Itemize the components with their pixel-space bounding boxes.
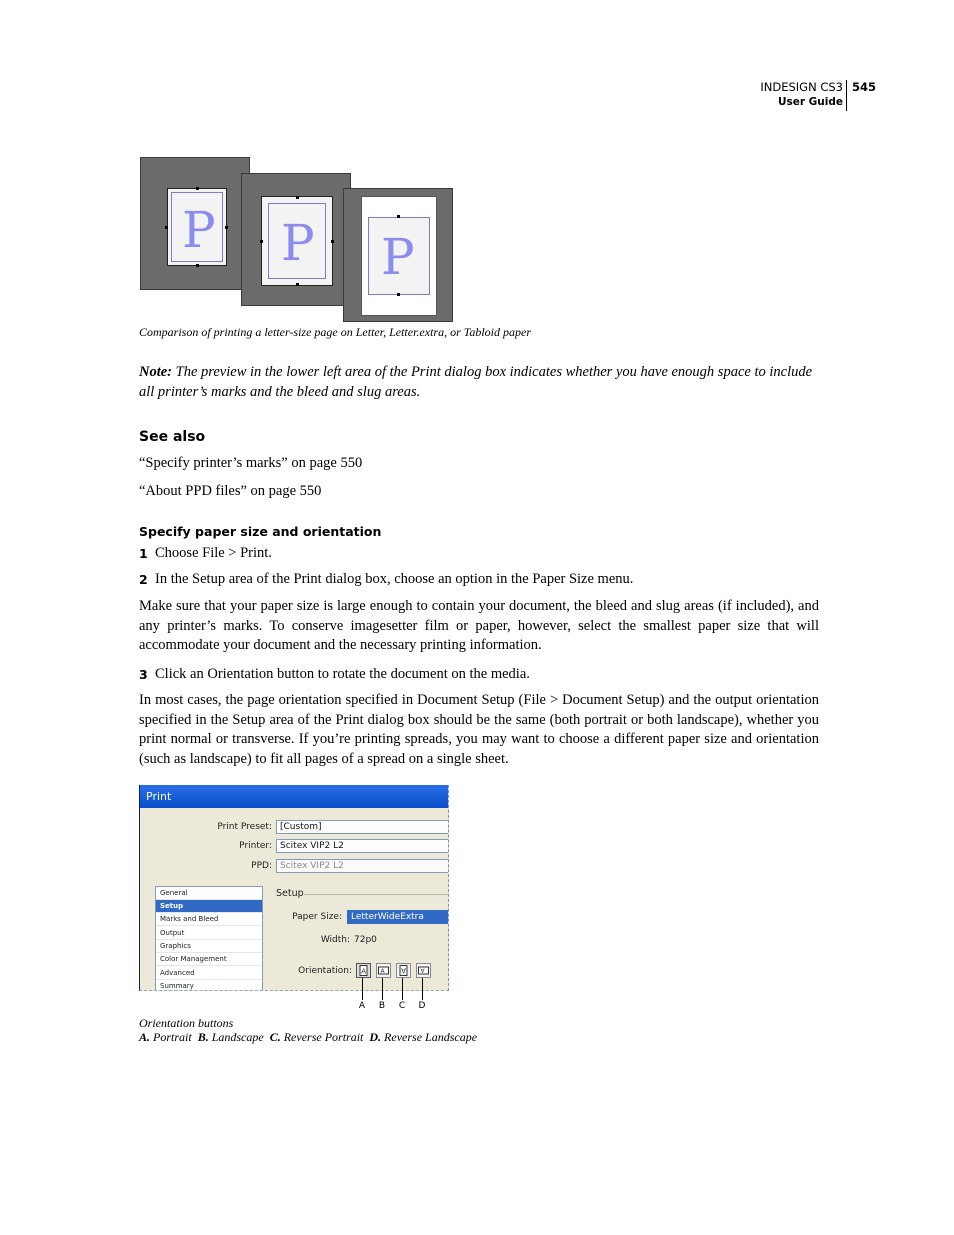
crop-mark [296, 283, 299, 286]
letter-extra-trim [268, 203, 326, 279]
letter-sheet [140, 157, 250, 290]
body-paragraph: In most cases, the page orientation specified in Document Setup (File > Document Setup) and the output orientation specified in the Setup area of the Print dialog box should be the same (both portrait or both landscape), whether you print normal or transverse. If you’re printing spreads, you may want to choose a different paper size and orientation (such as landscape) to fit all pages of a spread on a single sheet. [139, 692, 819, 767]
crop-mark [165, 226, 168, 229]
crop-mark [196, 187, 199, 190]
note-text: The preview in the lower left area of the Print dialog box indicates whether you have enough space to include all printer’s marks and the bleed and slug areas. [139, 364, 813, 400]
reverse-landscape-icon[interactable] [416, 963, 431, 978]
letter-glyph: P [182, 201, 216, 259]
step-number: 1 [139, 546, 148, 561]
legend-letter: A. [139, 1030, 151, 1044]
callout-line [422, 978, 423, 1000]
category-item-advanced[interactable]: Advanced [156, 967, 262, 980]
figure-caption-legend [139, 1030, 739, 1045]
portrait-icon[interactable] [356, 963, 371, 978]
figure-caption: Comparison of printing a letter-size page on Letter, Letter.extra, or Tabloid paper [139, 325, 531, 339]
crop-mark [296, 196, 299, 199]
see-also-link[interactable]: “About PPD files” on page 550 [139, 483, 322, 499]
figure-caption-title: Orientation buttons [139, 1016, 234, 1030]
orientation-label: Orientation: [298, 966, 352, 976]
svg-text:A: A [361, 967, 366, 976]
print-preset-label: Print Preset: [217, 822, 272, 832]
letter-extra-page [261, 196, 333, 286]
paper-comparison-figure [140, 157, 454, 323]
paper-size-select[interactable]: LetterWideExtra [347, 910, 449, 924]
step-text: Click an Orientation button to rotate the document on the media. [155, 666, 530, 682]
note-label: Note: [139, 364, 173, 380]
width-label: Width: [320, 935, 350, 945]
category-item-setup[interactable]: Setup [156, 900, 262, 913]
body-paragraph: Make sure that your paper size is large enough to contain your document, the bleed and slug areas (if included), and any printer’s marks. To conserve imagesetter film or paper, however, select the smallest paper size that will accommodate your document and the necessary printing information. [139, 598, 819, 653]
legend-letter: D. [369, 1030, 382, 1044]
callout-a: A [358, 1001, 366, 1011]
crop-mark [225, 226, 228, 229]
reverse-portrait-icon[interactable] [396, 963, 411, 978]
header-divider [846, 80, 847, 111]
ppd-select[interactable]: Scitex VIP2 L2 [276, 859, 449, 873]
category-item-graphics[interactable]: Graphics [156, 940, 262, 953]
callout-d: D [418, 1001, 426, 1011]
ppd-label: PPD: [251, 861, 272, 871]
paper-size-label: Paper Size: [292, 912, 342, 922]
crop-mark [196, 264, 199, 267]
step-number: 3 [139, 667, 148, 682]
page-number: 545 [852, 80, 877, 94]
step-number: 2 [139, 572, 148, 587]
letter-extra-sheet [241, 173, 351, 306]
category-item-general[interactable]: General [156, 887, 262, 900]
category-item-summary[interactable]: Summary [156, 980, 262, 991]
svg-text:∀: ∀ [401, 967, 406, 976]
callout-line [382, 978, 383, 1000]
callout-line [402, 978, 403, 1000]
category-item-marks-and-bleed[interactable]: Marks and Bleed [156, 913, 262, 926]
legend-label: Reverse Portrait [283, 1030, 364, 1044]
crop-mark [397, 215, 400, 218]
note-paragraph [139, 363, 819, 402]
callout-line [362, 978, 363, 1000]
running-header-title: INDESIGN CS3 [760, 80, 843, 94]
section-heading: Specify paper size and orientation [139, 524, 382, 539]
printer-select[interactable]: Scitex VIP2 L2 [276, 839, 449, 853]
step-text: In the Setup area of the Print dialog box, choose an option in the Paper Size menu. [155, 571, 634, 587]
section-divider [304, 894, 449, 895]
letter-extra-glyph: P [281, 214, 315, 272]
running-header-subtitle: User Guide [777, 96, 843, 108]
dialog-title-bar: Print [140, 785, 449, 808]
tabloid-page [361, 196, 437, 316]
svg-text:A: A [380, 968, 385, 975]
crop-mark [260, 240, 263, 243]
crop-mark [331, 240, 334, 243]
tabloid-glyph: P [381, 228, 415, 286]
tabloid-trim [368, 217, 430, 295]
printer-label: Printer: [239, 841, 272, 851]
legend-letter: C. [269, 1030, 281, 1044]
category-item-output[interactable]: Output [156, 927, 262, 940]
setup-section-title: Setup [276, 888, 304, 899]
tabloid-sheet [343, 188, 453, 322]
category-item-color-management[interactable]: Color Management [156, 953, 262, 966]
step-text: Choose File > Print. [155, 545, 272, 561]
landscape-icon[interactable] [376, 963, 391, 978]
see-also-link[interactable]: “Specify printer’s marks” on page 550 [139, 455, 363, 471]
svg-text:∀: ∀ [420, 968, 425, 975]
callout-b: B [378, 1001, 386, 1011]
crop-mark [397, 293, 400, 296]
legend-label: Landscape [211, 1030, 264, 1044]
letter-page [167, 188, 227, 266]
width-value: 72p0 [354, 935, 377, 945]
legend-label: Portrait [153, 1030, 192, 1044]
legend-letter: B. [197, 1030, 209, 1044]
see-also-heading: See also [139, 429, 206, 445]
legend-label: Reverse Landscape [384, 1030, 478, 1044]
print-preset-select[interactable]: [Custom] [276, 820, 449, 834]
category-list[interactable] [155, 886, 263, 991]
print-dialog [139, 785, 449, 991]
callout-c: C [398, 1001, 406, 1011]
letter-trim [171, 192, 223, 262]
